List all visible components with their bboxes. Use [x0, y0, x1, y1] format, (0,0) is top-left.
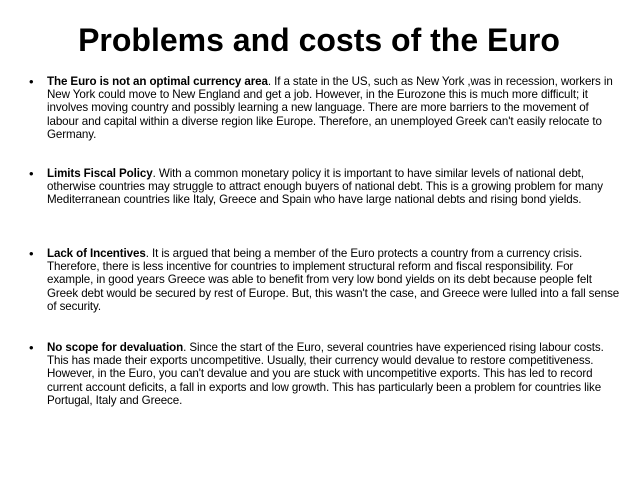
bullet-heading: No scope for devaluation: [47, 341, 184, 354]
bullet-body: . Since the start of the Euro, several countries have experienced rising labour costs. This has made their exports uncompetitive. Usually, their currency would devalue to restore competitiveness. However, in the Euro, you can't devalue and you are stuck with uncompetitive exports. This has led to record current account deficits, a fall in exports and low growth. This has particularly been a problem for countries like Portugal, Italy and Greece.: [47, 341, 604, 407]
bullet-body: . If a state in the US, such as New York ,was in recession, workers in New York could move to New England and get a job. However, in the Eurozone this is much more difficult; it involves moving country and possibly learning a new language. There are more barriers to the movement of labour and capital within a diverse region like Europe. Therefore, an unemployed Greek can't easily relocate to Germany.: [47, 75, 613, 141]
slide-title: Problems and costs of the Euro: [78, 22, 560, 58]
bullet-marker: •: [29, 340, 34, 355]
bullet-heading: Lack of Incentives: [47, 247, 146, 260]
bullet-text: [47, 75, 622, 141]
bullet-heading: The Euro is not an optimal currency area: [47, 75, 268, 88]
bullet-body: . It is argued that being a member of the Euro protects a country from a currency crisis. Therefore, there is less incentive for countries to implement structural reform and fiscal responsibility. For example, in good years Greece was able to benefit from very low bond yields on its debt because people felt Greek debt would be secured by rest of Europe. But, this wasn't the case, and Greece were lulled into a fall sense of security.: [47, 247, 620, 313]
bullet-marker: •: [29, 246, 34, 261]
bullet-text: [47, 167, 622, 207]
bullet-text: [47, 341, 622, 407]
bullet-body: . With a common monetary policy it is important to have similar levels of national debt, otherwise countries may struggle to attract enough buyers of national debt. This is a growing problem for many Mediterranean countries like Italy, Greece and Spain who have large national debts and rising bond yields.: [47, 167, 603, 207]
bullet-marker: •: [29, 74, 34, 89]
bullet-text: [47, 247, 622, 313]
bullet-marker: •: [29, 166, 34, 181]
bullet-heading: Limits Fiscal Policy: [47, 167, 153, 180]
